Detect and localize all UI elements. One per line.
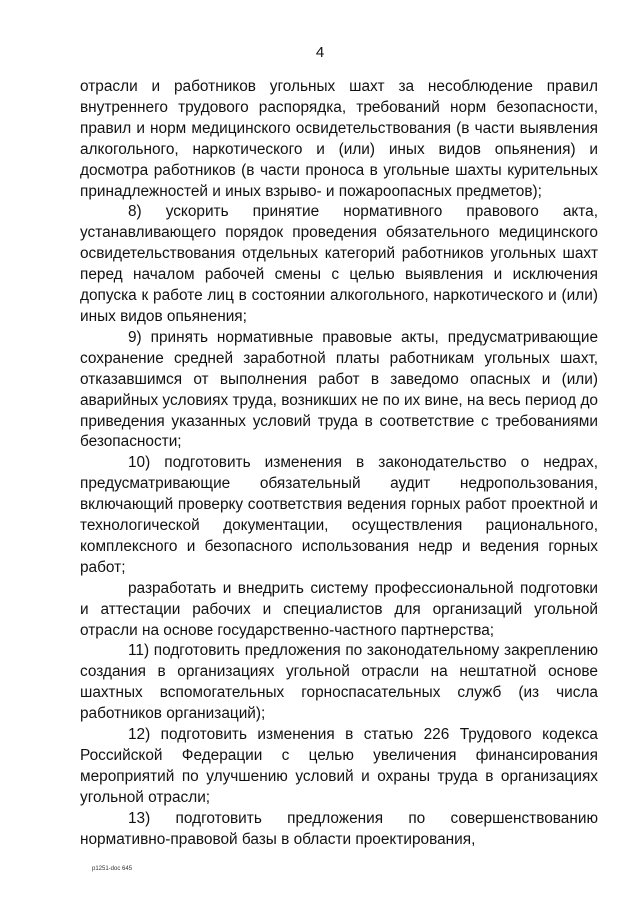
- page-number: 4: [315, 44, 325, 61]
- paragraph-item-13: 13) подготовить предложения по совершенствованию нормативно-правовой базы в области проектирования,: [80, 809, 598, 848]
- paragraph-item-9: 9) принять нормативные правовые акты, предусматривающие сохранение средней заработной платы работникам угольных шахт, отказавшимся от выполнения работ в заведомо опасных и (или) аварийных условиях труда, возникших не по их вине, на весь период до приведения указанных условий труда в соответствие с требованиями безопасности;: [80, 328, 598, 451]
- paragraph-continuation: отрасли и работников угольных шахт за несоблюдение правил внутреннего трудового распорядка, требований норм безопасности, правил и норм медицинского освидетельствования (в части выявления алкогольного, наркотического и (или) иных видов опьянения) и досмотра работников (в части проноса в угольные шахты курительных принадлежностей и иных взрыво- и пожароопасных предметов);: [80, 78, 598, 200]
- paragraph-item-12: 12) подготовить изменения в статью 226 Трудового кодекса Российской Федерации с целью увеличения финансирования мероприятий по улучшению условий и охраны труда в организациях угольной отрасли;: [80, 726, 598, 806]
- document-body: [80, 77, 598, 851]
- paragraph-develop-system: разработать и внедрить систему профессиональной подготовки и аттестации рабочих и специалистов для организаций угольной отрасли на основе государственно-частного партнерства;: [80, 579, 598, 639]
- footer-doc-code: p1251-doc 645: [92, 866, 133, 872]
- paragraph-item-8: 8) ускорить принятие нормативного правового акта, устанавливающего порядок проведения обязательного медицинского освидетельствования отдельных категорий работников угольных шахт перед началом рабочей смены с целью выявления и исключения допуска к работе лиц в состоянии алкогольного, наркотического и (или) иных видов опьянения;: [80, 203, 598, 325]
- paragraph-item-10: 10) подготовить изменения в законодательство о недрах, предусматривающие обязательный аудит недропользования, включающий проверку соответствия ведения горных работ проектной и технологической документации, осуществления рационального, комплексного и безопасного использования недр и ведения горных работ;: [80, 454, 598, 576]
- paragraph-item-11: 11) подготовить предложения по законодательному закреплению создания в организациях угольной отрасли на нештатной основе шахтных вспомогательных горноспасательных служб (из числа работников организаций);: [80, 642, 598, 723]
